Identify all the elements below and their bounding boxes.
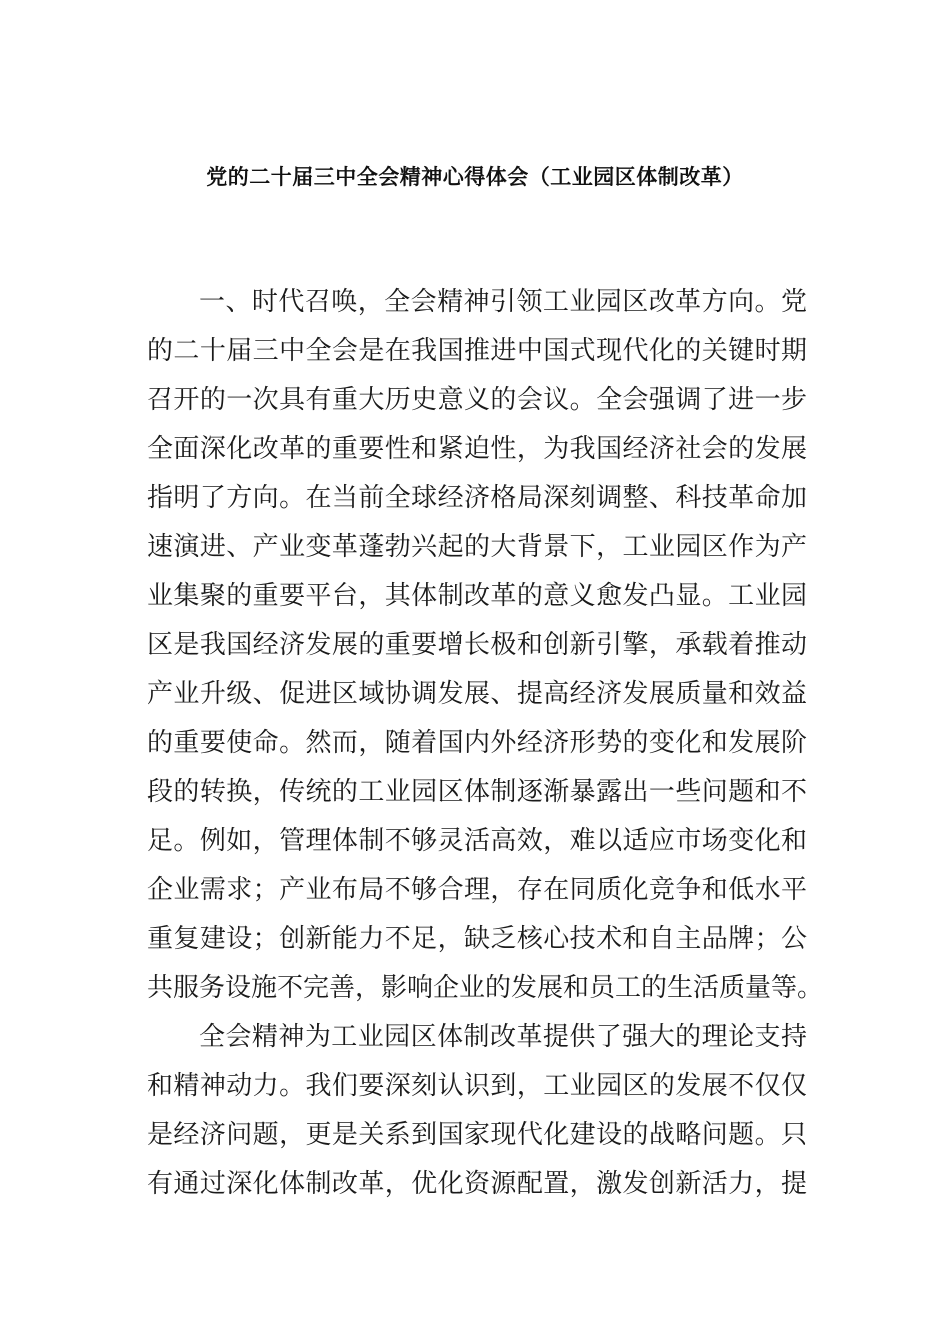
paragraph-1-line-6: 速演进、产业变革蓬勃兴起的大背景下，工业园区作为产 (147, 532, 807, 562)
document-body (147, 278, 824, 1209)
paragraph-1-line-15: 共服务设施不完善，影响企业的发展和员工的生活质量等。 (147, 973, 824, 1003)
paragraph-1-line-3: 召开的一次具有重大历史意义的会议。全会强调了进一步 (147, 385, 807, 415)
paragraph-1-line-4: 全面深化改革的重要性和紧迫性，为我国经济社会的发展 (147, 434, 807, 464)
paragraph-1-line-12: 足。例如，管理体制不够灵活高效，难以适应市场变化和 (147, 826, 807, 856)
paragraph-2-line-4: 有通过深化体制改革，优化资源配置，激发创新活力，提 (147, 1169, 807, 1199)
paragraph-1-line-9: 产业升级、促进区域协调发展、提高经济发展质量和效益 (147, 679, 807, 709)
paragraph-1-line-5: 指明了方向。在当前全球经济格局深刻调整、科技革命加 (147, 483, 807, 513)
paragraph-2-line-2: 和精神动力。我们要深刻认识到，工业园区的发展不仅仅 (147, 1071, 807, 1101)
paragraph-1-line-10: 的重要使命。然而，随着国内外经济形势的变化和发展阶 (147, 728, 807, 758)
paragraph-1-line-14: 重复建设；创新能力不足，缺乏核心技术和自主品牌；公 (147, 924, 807, 954)
paragraph-2-line-3: 是经济问题，更是关系到国家现代化建设的战略问题。只 (147, 1120, 807, 1150)
paragraph-1-line-13: 企业需求；产业布局不够合理，存在同质化竞争和低水平 (147, 875, 807, 905)
paragraph-1-line-2: 的二十届三中全会是在我国推进中国式现代化的关键时期 (147, 336, 807, 366)
paragraph-1-line-8: 区是我国经济发展的重要增长极和创新引擎，承载着推动 (147, 630, 807, 660)
paragraph-2-line-1: 全会精神为工业园区体制改革提供了强大的理论支持 (199, 1022, 807, 1052)
paragraph-1-line-11: 段的转换，传统的工业园区体制逐渐暴露出一些问题和不 (147, 777, 807, 807)
document-title: 党的二十届三中全会精神心得体会（工业园区体制改革） (206, 164, 744, 189)
paragraph-1-line-1: 一、时代召唤，全会精神引领工业园区改革方向。党 (199, 287, 807, 317)
paragraph-1-line-7: 业集聚的重要平台，其体制改革的意义愈发凸显。工业园 (147, 581, 807, 611)
